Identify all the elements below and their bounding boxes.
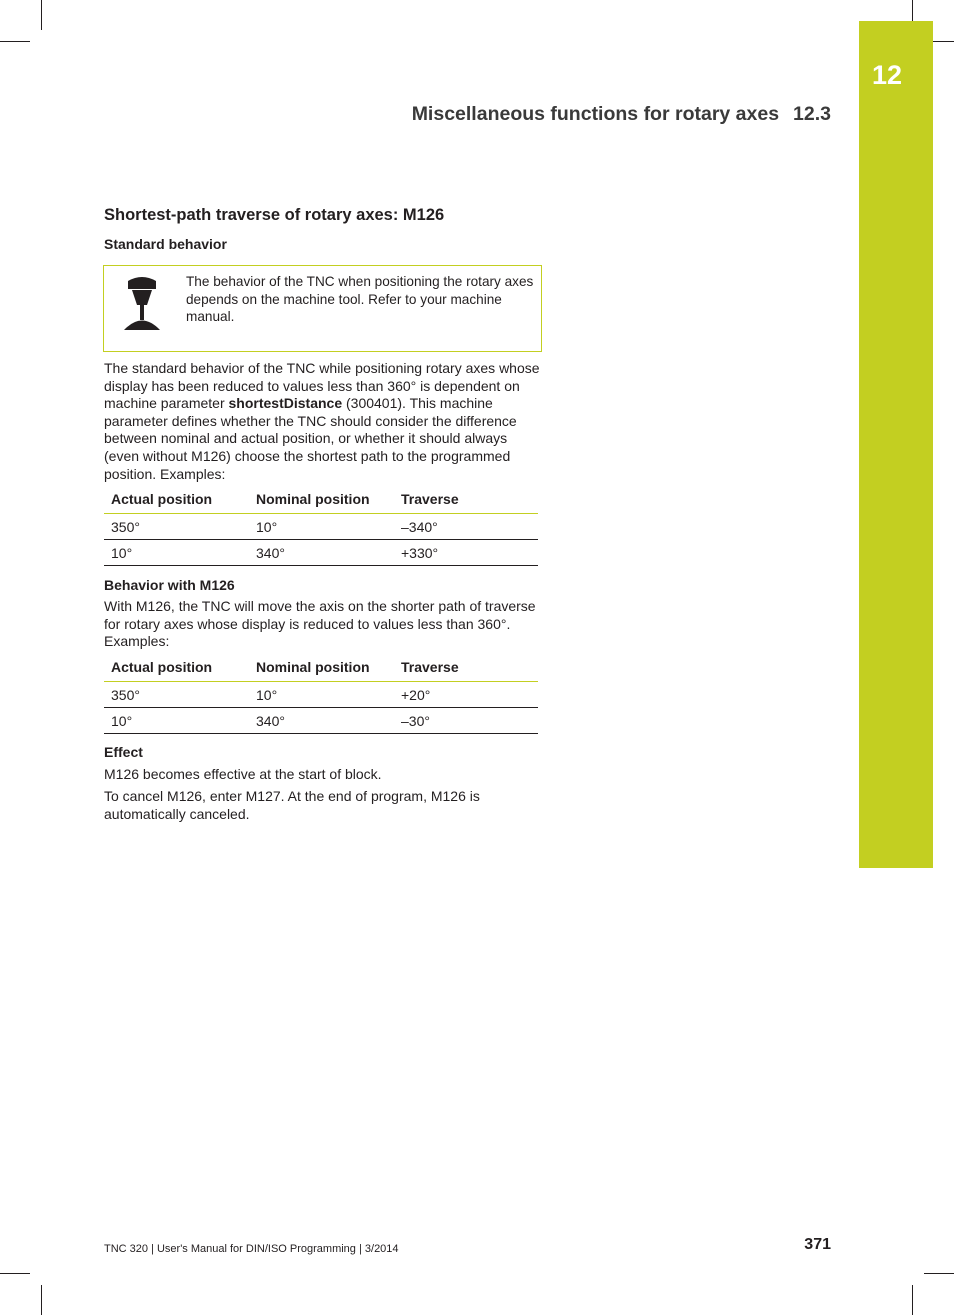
- table-cell: 340°: [249, 708, 394, 734]
- chapter-tab: [859, 21, 933, 868]
- subheading-effect: Effect: [104, 744, 143, 760]
- effect-paragraph-2: To cancel M126, enter M127. At the end of program, M126 is automatically canceled.: [104, 788, 480, 822]
- subheading-m126: Behavior with M126: [104, 577, 235, 593]
- table-header: Traverse: [394, 485, 538, 514]
- crop-mark: [924, 1273, 954, 1274]
- table-cell: 10°: [104, 708, 249, 734]
- crop-mark: [0, 1273, 30, 1274]
- chapter-number: 12: [872, 60, 903, 90]
- standard-paragraph-start: The standard behavior of the TNC while positioning rotary axes whose display has been reduced to values less than 360° is dependent on machine parameter: [104, 360, 540, 412]
- table-cell: –30°: [394, 708, 538, 734]
- section-number: 12.3: [793, 103, 831, 125]
- table-cell: 10°: [249, 514, 394, 540]
- m126-paragraph: With M126, the TNC will move the axis on the shorter path of traverse for rotary axes whose display is reduced to values less than 360°. Examples:: [104, 598, 536, 650]
- table-row: [104, 708, 538, 734]
- table-row: [104, 514, 538, 540]
- standard-paragraph: [104, 360, 544, 483]
- note-box: [103, 265, 542, 352]
- table-cell: +20°: [394, 682, 538, 708]
- table-cell: 350°: [104, 682, 249, 708]
- table-header-row: [104, 653, 538, 682]
- standard-paragraph-end: (300401). This machine parameter defines whether the TNC should consider the difference between nominal and actual position, or whether it should always (even without M126) choose the shortest path to the programmed position. Examples:: [104, 395, 517, 482]
- table-header: Actual position: [104, 485, 249, 514]
- crop-mark: [41, 1285, 42, 1315]
- table-row: [104, 540, 538, 566]
- standard-examples-table: [104, 485, 538, 566]
- section-heading: Shortest-path traverse of rotary axes: M126: [104, 206, 445, 224]
- table-cell: 10°: [249, 682, 394, 708]
- table-cell: +330°: [394, 540, 538, 566]
- table-header: Actual position: [104, 653, 249, 682]
- running-head: [412, 103, 831, 126]
- crop-mark: [912, 1285, 913, 1315]
- m126-examples-table: [104, 653, 538, 734]
- table-header-row: [104, 485, 538, 514]
- effect-paragraph-1: M126 becomes effective at the start of block.: [104, 766, 382, 782]
- table-header: Nominal position: [249, 485, 394, 514]
- crop-mark: [0, 41, 30, 42]
- table-cell: 10°: [104, 540, 249, 566]
- table-header: Traverse: [394, 653, 538, 682]
- chapter-title: Miscellaneous functions for rotary axes: [411, 103, 780, 125]
- table-row: [104, 682, 538, 708]
- machine-parameter-name: shortestDistance: [228, 395, 343, 412]
- table-cell: –340°: [394, 514, 538, 540]
- subheading-standard: Standard behavior: [104, 236, 227, 252]
- note-text: The behavior of the TNC when positioning the rotary axes depends on the machine tool. Refer to your machine manual.: [186, 274, 534, 325]
- crop-mark: [41, 0, 42, 30]
- footer-text: TNC 320 | User's Manual for DIN/ISO Programming | 3/2014: [104, 1243, 399, 1255]
- table-cell: 340°: [249, 540, 394, 566]
- table-header: Nominal position: [249, 653, 394, 682]
- machine-tool-hand-icon: [122, 275, 162, 331]
- page-number: 371: [804, 1236, 831, 1253]
- table-cell: 350°: [104, 514, 249, 540]
